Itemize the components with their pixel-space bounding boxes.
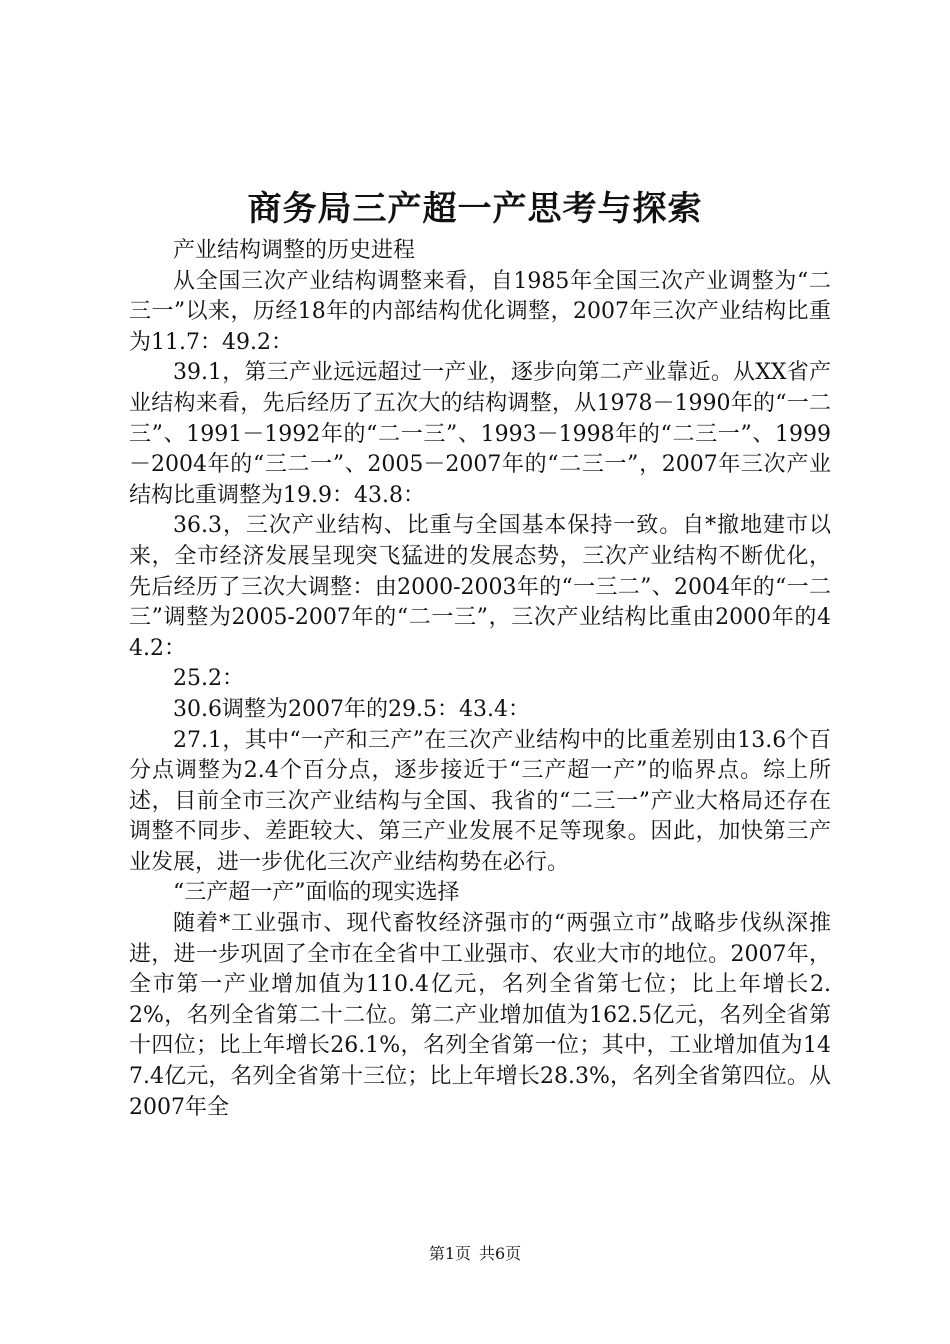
document-body <box>129 236 831 1123</box>
section-heading-choice: “三产超一产”面临的现实选择 <box>173 880 460 906</box>
paragraph: 从全国三次产业结构调整来看，自1985年全国三次产业调整为“二三一”以来，历经18年的内部结构优化调整，2007年三次产业结构比重为11.7：49.2： <box>129 268 831 355</box>
paragraph: 25.2： <box>173 666 244 692</box>
paragraph: 30.6调整为2007年的29.5：43.4： <box>173 696 530 722</box>
document-title: 商务局三产超一产思考与探索 <box>247 189 703 229</box>
paragraph: 27.1，其中“一产和三产”在三次产业结构中的比重差别由13.6个百分点调整为2.4个百分点，逐步接近于“三产超一产”的临界点。综上所述，目前全市三次产业结构与全国、我省的“二三一”产业大格局还存在调整不同步、差距较大、第三产业发展不足等现象。因此，加快第三产业发展，进一步优化三次产业结构势在必行。 <box>129 727 831 875</box>
paragraph: 随着*工业强市、现代畜牧经济强市的“两强立市”战略步伐纵深推进，进一步巩固了全市在全省中工业强市、农业大市的地位。2007年，全市第一产业增加值为110.4亿元，名列全省第七位；比上年增长2.2%，名列全省第二十二位。第二产业增加值为162.5亿元，名列全省第十四位；比上年增长26.1%，名列全省第一位；其中，工业增加值为147.4亿元，名列全省第十三位；比上年增长28.3%，名列全省第四位。从2007年全 <box>129 911 831 1120</box>
section-heading-history: 产业结构调整的历史进程 <box>173 238 416 263</box>
paragraph: 39.1，第三产业远远超过一产业，逐步向第二产业靠近。从XX省产业结构来看，先后经历了五次大的结构调整，从1978－1990年的“一二三”、1991－1992年的“二一三”、1993－1998年的“二三一”、1999－2004年的“三二一”、2005－2007年的“二三一”，2007年三次产业结构比重调整为19.9：43.8： <box>129 360 831 508</box>
page-number: 第1页 <box>428 1244 471 1263</box>
page-total: 共6页 <box>479 1244 522 1263</box>
page-footer <box>0 1243 950 1265</box>
paragraph: 36.3，三次产业结构、比重与全国基本保持一致。自*撤地建市以来，全市经济发展呈现突飞猛进的发展态势，三次产业结构不断优化，先后经历了三次大调整：由2000-2003年的“一三二”、2004年的“一二三”调整为2005-2007年的“二一三”，三次产业结构比重由2000年的44.2： <box>129 513 831 661</box>
